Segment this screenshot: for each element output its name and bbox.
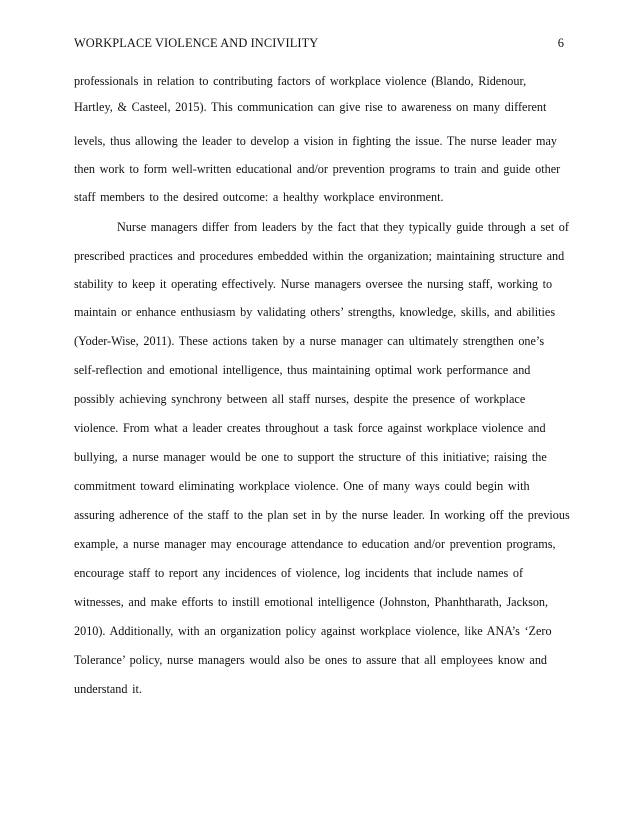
body-line: Tolerance’ policy, nurse managers would also be ones to assure that all employees know and xyxy=(74,653,548,667)
body-line: prescribed practices and procedures embedded within the organization; maintaining structure and xyxy=(74,249,565,263)
body-line: levels, thus allowing the leader to develop a vision in fighting the issue. The nurse leader may xyxy=(74,134,557,148)
body-line: staff members to the desired outcome: a healthy workplace environment. xyxy=(74,190,444,204)
body-line: violence. From what a leader creates throughout a task force against workplace violence and xyxy=(74,421,546,435)
body-line: encourage staff to report any incidences of violence, log incidents that include names of xyxy=(74,566,524,580)
body-line: self-reflection and emotional intelligence, thus maintaining optimal work performance and xyxy=(74,363,531,377)
body-line: professionals in relation to contributing factors of workplace violence (Blando, Ridenour, xyxy=(74,74,527,88)
body-line: commitment toward eliminating workplace violence. One of many ways could begin with xyxy=(74,479,530,493)
body-line: Hartley, & Casteel, 2015). This communication can give rise to awareness on many different xyxy=(74,100,547,114)
body-line: 2010). Additionally, with an organization policy against workplace violence, like ANA’s ‘Zero xyxy=(74,624,552,638)
body-line: stability to keep it operating effectively. Nurse managers oversee the nursing staff, working to xyxy=(74,277,553,291)
body-line: witnesses, and make efforts to instill emotional intelligence (Johnston, Phanhtharath, Jackson, xyxy=(74,595,549,609)
body-line: assuring adherence of the staff to the plan set in by the nurse leader. In working off the previous xyxy=(74,508,570,522)
page-number: 6 xyxy=(557,36,564,50)
running-head: WORKPLACE VIOLENCE AND INCIVILITY xyxy=(74,36,319,50)
body-line: (Yoder-Wise, 2011). These actions taken by a nurse manager can ultimately strengthen one’s xyxy=(74,334,545,348)
body-line: Nurse managers differ from leaders by the fact that they typically guide through a set of xyxy=(117,220,569,234)
body-line: example, a nurse manager may encourage attendance to education and/or prevention programs, xyxy=(74,537,556,551)
body-line: then work to form well-written educational and/or prevention programs to train and guide other xyxy=(74,162,561,176)
body-line: understand it. xyxy=(74,682,142,696)
body-line: maintain or enhance enthusiasm by validating others’ strengths, knowledge, skills, and abilities xyxy=(74,305,556,319)
body-line: possibly achieving synchrony between all staff nurses, despite the presence of workplace xyxy=(74,392,526,406)
body-line: bullying, a nurse manager would be one to support the structure of this initiative; raising the xyxy=(74,450,547,464)
